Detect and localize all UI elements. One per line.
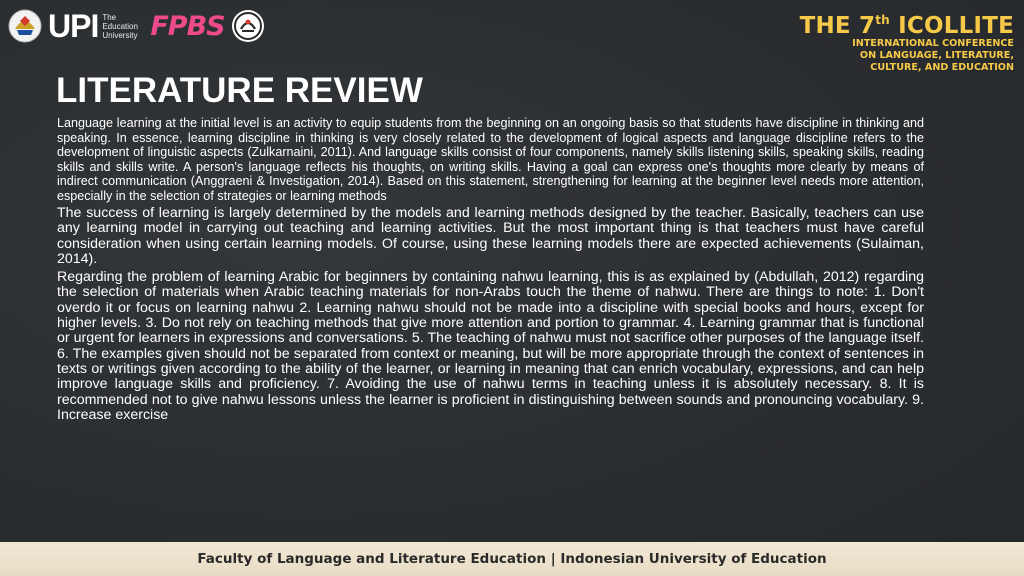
- conference-subtitle-line3: ON LANGUAGE, LITERATURE,: [859, 50, 1014, 61]
- upi-logo: [48, 10, 144, 42]
- institution-seal-icon: [231, 9, 265, 43]
- slide-title: LITERATURE REVIEW: [56, 71, 423, 110]
- slide-body: [57, 116, 924, 423]
- paragraph-2: The success of learning is largely determined by the models and learning methods designed by the teacher. Basically, teachers can use any learning model in carrying out teaching and learning activities. But the most important thing is that teachers must have careful consideration when using certain learning models. Of course, using these learning models there are expected achievements (Sulaiman, 2014).: [57, 205, 924, 267]
- footer-band: [0, 542, 1024, 576]
- paragraph-1: Language learning at the initial level is an activity to equip students from the beginning on an ongoing basis so that students have discipline in thinking and speaking. In essence, learning discipline in thinking is very closely related to the development of logical aspects and language discipline refers to the development of linguistic aspects (Zulkarnaini, 2011). And language skills consist of four components, namely skills listening skills, speaking skills, reading skills and skills write. A person's language reflects his thoughts, on writing skills. Having a goal can express one's thoughts more clearly by means of indirect communication (Anggraeni & Investigation, 2014). Based on this statement, strengthening for learning at the beginner level needs more attention, especially in the selection of strategies or learning methods: [57, 116, 924, 203]
- footer-text: Faculty of Language and Literature Education | Indonesian University of Education: [197, 551, 827, 567]
- conference-subtitle-line2: INTERNATIONAL CONFERENCE: [852, 38, 1014, 49]
- upi-subtitle: The Education University: [102, 12, 138, 40]
- logo-bar: [8, 6, 265, 46]
- conference-title: [774, 8, 1014, 74]
- conference-subtitle-line4: CULTURE, AND EDUCATION: [870, 62, 1014, 73]
- paragraph-3: Regarding the problem of learning Arabic for beginners by containing nahwu learning, this is as explained by (Abdullah, 2012) regarding the selection of materials when Arabic teaching materials for non-Arabs touch the theme of nahwu. There are things to note: 1. Don't overdo it or focus on learning nahwu 2. Learning nahwu should not be made into a discipline with special books and hours, except for higher levels. 3. Do not rely on teaching methods that give more attention and portion to grammar. 4. Learning grammar that is functional or urgent for learners in expressions and conversations. 5. The teaching of nahwu must not sacrifice other purposes of the language itself. 6. The examples given should not be separated from context or meaning, but will be more appropriate through the context of sentences in texts or writings given according to the ability of the learner, or learning in meaning that can enrich vocabulary, expressions, and can help improve language skills and proficiency. 7. Avoiding the use of nahwu terms in teaching unless it is absolutely necessary. 8. It is recommended not to give nahwu lessons unless the learner is proficient in distinguishing between sounds and pronouncing vocabulary. 9. Increase exercise: [57, 269, 924, 423]
- upi-wordmark: UPI: [48, 8, 99, 44]
- fpbs-wordmark: FPBS: [150, 10, 225, 42]
- upi-emblem-icon: [8, 9, 42, 43]
- conference-title-line1: THE 7th ICOLLITE: [799, 13, 1014, 39]
